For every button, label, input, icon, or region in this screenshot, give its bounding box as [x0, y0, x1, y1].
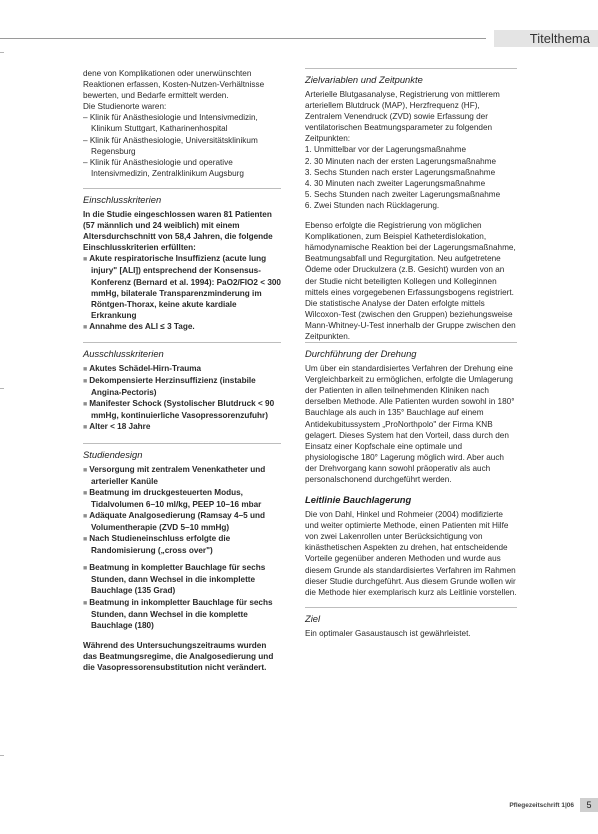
section-label: Titelthema — [494, 30, 598, 47]
list-item: ■ Annahme des ALI ≤ 3 Tage. — [83, 321, 281, 333]
inclusion-text: In die Studie eingeschlossen waren 81 Patienten (57 männlich und 24 weiblich) mit einem Altersdurchschnitt von 58,4 Jahren, die folgende Einschlusskriterien erfüllten: — [83, 209, 273, 253]
section-rule — [305, 342, 517, 343]
design-section — [83, 443, 281, 631]
list-item: ■ Beatmung in inkompletter Bauchlage für sechs Stunden, dann Wechsel in die komplette Bauchlage (180) — [83, 597, 281, 631]
procedure-text: Um über ein standardisiertes Verfahren der Drehung eine Vergleichbarkeit zu ermöglichen, erfolgte die Umlagerung der Patienten in allen teilnehmenden Kliniken nach derselben Methode. Alle Patienten wurden sowohl in 180° Bauchlage als auch in 135° Bauchlage auf einem Antidekubitussystem „ProNorthpolo" der Firma KNB gelagert. Dieses System hat den Vorteil, dass durch den Einsatz einer Kopfschale eine optimale und physiologische 180° Lagerung möglich wird. Aber auch der Drehvorgang kann sowohl präoperativ als auch personalschonend durchgeführt werden. — [305, 364, 515, 484]
section-heading: Ausschlusskriterien — [83, 347, 164, 359]
guideline-text: Die von Dahl, Hinkel und Rohmeier (2004) modifizierte und weiter optimierte Methode, einen Patienten mit Hilfe von zwei Lakenrollen unter Berücksichtigung von kinästhetischen Aspekten zu drehen, hat entscheidende Vorteile gegenüber anderen Methoden und wurde aus diesem Grunde als standardisiertes Verfahren im Rahmen dieser Studie durchgeführt. Aus diesem Grunde wollen wir die Methode hier exemplarisch kurz als Leitlinie vorstellen. — [305, 510, 517, 597]
list-item: 5. Sechs Stunden nach zweiter Lagerungsmaßnahme — [314, 189, 517, 200]
section-heading: Studiendesign — [83, 448, 143, 460]
targets-section — [305, 68, 517, 211]
study-centers-title: Die Studienorte waren: — [83, 102, 167, 112]
targets-intro: Arterielle Blutgasanalyse, Registrierung von mittlerem arteriellem Blutdruck (MAP), Herzfrequenz (HF), Zentralem Venendruck (ZVD) sowie Erfassung der ventilatorischen Beatmungsparameter zu folgenden Zeitpunkten: — [305, 90, 500, 144]
list-item: ■ Akutes Schädel-Hirn-Trauma — [83, 363, 281, 375]
list-item: 2. 30 Minuten nach der ersten Lagerungsmaßnahme — [314, 156, 517, 167]
goal-section — [305, 607, 517, 639]
left-column — [83, 68, 281, 673]
margin-mark — [0, 388, 4, 389]
list-item: ■ Beatmung in kompletter Bauchlage für sechs Stunden, dann Wechsel in die inkomplette Bauchlage (135 Grad) — [83, 562, 281, 596]
section-rule — [305, 68, 517, 69]
list-item: – Klinik für Anästhesiologie, Universitätsklinikum Regensburg — [83, 135, 281, 157]
section-rule — [83, 188, 281, 189]
list-item: – Klinik für Anästhesiologie und Intensivmedizin, Klinikum Stuttgart, Katharinenhospital — [83, 112, 281, 134]
list-item: 1. Unmittelbar vor der Lagerungsmaßnahme — [314, 144, 517, 155]
list-item: ■ Versorgung mit zentralem Venenkatheter und arterieller Kanüle — [83, 464, 281, 487]
list-item: ■ Alter < 18 Jahre — [83, 421, 281, 433]
journal-name: Pflegezeitschrift 1|06 — [509, 801, 574, 809]
section-heading: Leitlinie Bauchlagerung — [305, 494, 412, 506]
header-rule — [0, 38, 486, 39]
complications-paragraph: Ebenso erfolgte die Registrierung von möglichen Komplikationen, zum Beispiel Katheterdislokation, hämodynamische Reaktion bei der Lagerungsmaßnahme, Beatmungsabfall und Regurgitation. Neu aufgetretene Ödeme oder Druckulzera (z.B. Gesicht) wurden von an der Studie nicht beteiligten Kollegen und Kolleginnen mittels eines vorgegebenen Erfassungsbogens registriert. — [305, 221, 516, 297]
page-footer — [509, 798, 598, 812]
closing-paragraph: Während des Untersuchungszeitraums wurden das Beatmungsregime, die Analgosedierung und die Vasopressorensubstitution nicht verändert. — [83, 640, 274, 673]
section-rule — [305, 607, 517, 608]
list-item: ■ Manifester Schock (Systolischer Blutdruck < 90 mmHg, kontinuierliche Vasopressorenzufuhr) — [83, 398, 281, 421]
margin-mark — [0, 755, 4, 756]
procedure-section — [305, 342, 517, 485]
section-heading: Zielvariablen und Zeitpunkte — [305, 74, 423, 85]
statistics-paragraph: Die statistische Analyse der Daten erfolgte mittels Wilcoxon-Test (zwischen den Gruppen) beziehungsweise Mann-Whitney-U-Test innerhalb der Gruppe zwischen den Zeitpunkten. — [305, 298, 516, 341]
study-centers — [83, 101, 281, 179]
goal-text: Ein optimaler Gasaustausch ist gewährleistet. — [305, 628, 471, 638]
list-item: ■ Akute respiratorische Insuffizienz (acute lung injury" [ALI]) entsprechend der Konsensus-Konferenz (Bernard et al. 1994): PaO2/FIO2 < 300 mmHg, bilaterale Transparenzminderung im Röntgen-Thorax, keine akute kardiale Erkrankung — [83, 253, 281, 321]
section-rule — [83, 342, 281, 343]
margin-mark — [0, 52, 4, 53]
section-rule — [83, 443, 281, 444]
list-item: 3. Sechs Stunden nach erster Lagerungsmaßnahme — [314, 167, 517, 178]
list-item: 4. 30 Minuten nach zweiter Lagerungsmaßnahme — [314, 178, 517, 189]
guideline-section — [305, 494, 517, 598]
list-item: ■ Dekompensierte Herzinsuffizienz (instabile Angina-Pectoris) — [83, 375, 281, 398]
list-item: – Klinik für Anästhesiologie und operative Intensivmedizin, Zentralklinikum Augsburg — [83, 157, 281, 179]
list-item: 6. Zwei Stunden nach Rücklagerung. — [314, 200, 517, 211]
page-number: 5 — [580, 798, 598, 812]
inclusion-section — [83, 188, 281, 333]
intro-paragraph: dene von Komplikationen oder unerwünschten Reaktionen erfassen, Kosten-Nutzen-Verhältnisse bewerten, und Bedarfe ermittelt werden. — [83, 69, 265, 101]
right-column — [305, 68, 517, 648]
section-heading: Einschlusskriterien — [83, 193, 162, 205]
list-item: ■ Beatmung im druckgesteuerten Modus, Tidalvolumen 6–10 ml/kg, PEEP 10–16 mbar — [83, 487, 281, 510]
list-item: ■ Nach Studieneinschluss erfolgte die Randomisierung („cross over") — [83, 533, 281, 556]
list-item: ■ Adäquate Analgosedierung (Ramsay 4–5 und Volumentherapie (ZVD 5–10 mmHg) — [83, 510, 281, 533]
section-heading: Durchführung der Drehung — [305, 348, 417, 360]
exclusion-section — [83, 342, 281, 434]
section-heading: Ziel — [305, 612, 321, 624]
